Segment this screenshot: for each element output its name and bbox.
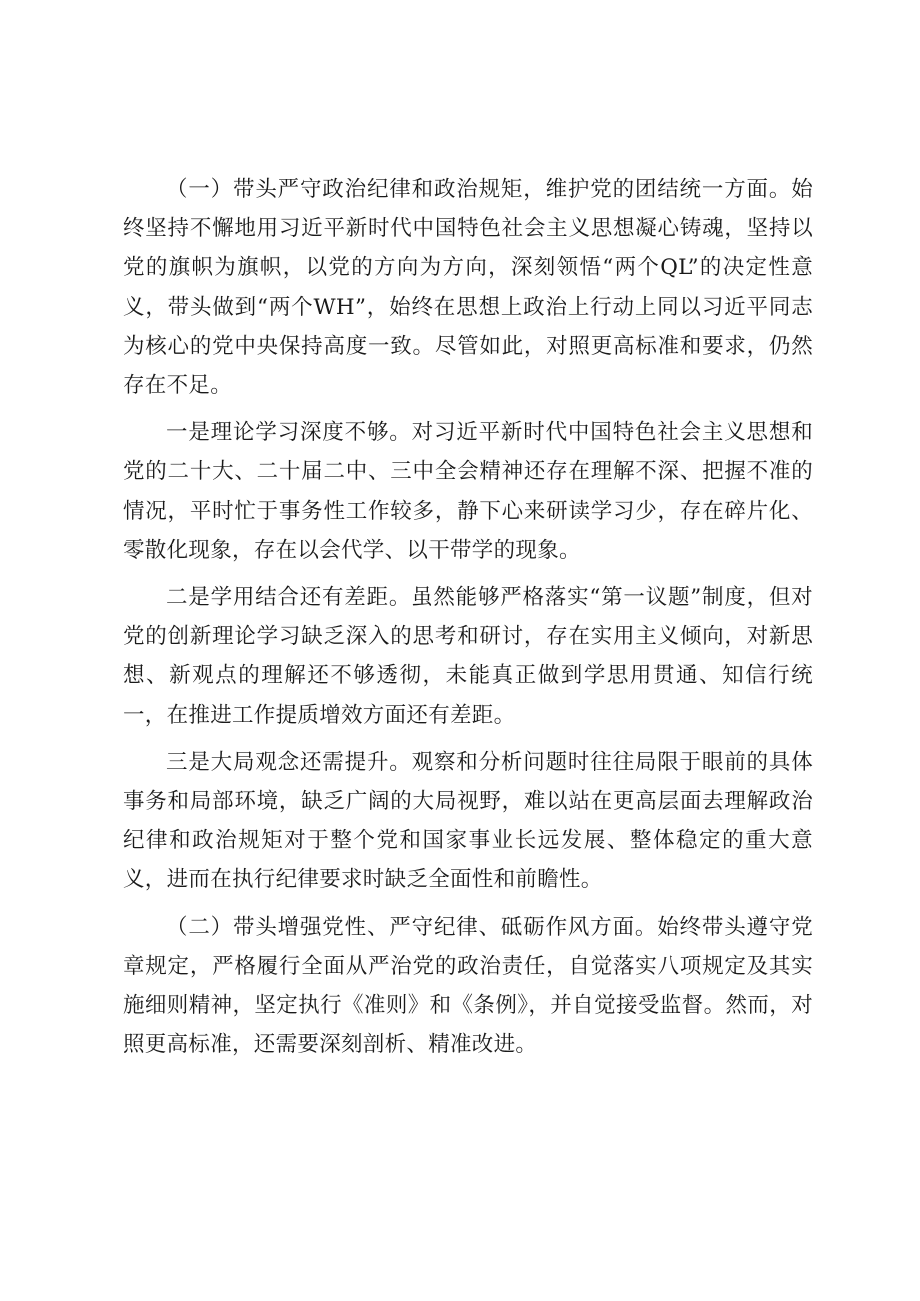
paragraph-point-two: 二是学用结合还有差距。虽然能够严格落实“第一议题”制度，但对党的创新理论学习缺乏深入的思考和研讨，存在实用主义倾向，对新思想、新观点的理解还不够透彻，未能真正做到学思用贯通、知信行统一，在推进工作提质增效方面还有差距。 [123,585,813,728]
document-body [123,170,813,1072]
paragraph-point-three: 三是大局观念还需提升。观察和分析问题时往往局限于眼前的具体事务和局部环境，缺乏广阔的大局视野，难以站在更高层面去理解政治纪律和政治规矩对于整个党和国家事业长远发展、整体稳定的重大意义，进而在执行纪律要求时缺乏全面性和前瞻性。 [123,749,813,893]
paragraph-section-one: （一）带头严守政治纪律和政治规矩，维护党的团结统一方面。始终坚持不懈地用习近平新时代中国特色社会主义思想凝心铸魂，坚持以党的旗帜为旗帜，以党的方向为方向，深刻领悟“两个QL”的决定性意义，带头做到“两个WH”，始终在思想上政治上行动上同以习近平同志为核心的党中央保持高度一致。尽管如此，对照更高标准和要求，仍然存在不足。 [123,177,813,399]
paragraph-point-one: 一是理论学习深度不够。对习近平新时代中国特色社会主义思想和党的二十大、二十届二中、三中全会精神还存在理解不深、把握不准的情况，平时忙于事务性工作较多，静下心来研读学习少，存在碎片化、零散化现象，存在以会代学、以干带学的现象。 [123,420,813,563]
paragraph-section-two: （二）带头增强党性、严守纪律、砥砺作风方面。始终带头遵守党章规定，严格履行全面从严治党的政治责任，自觉落实八项规定及其实施细则精神，坚定执行《准则》和《条例》，并自觉接受监督。然而，对照更高标准，还需要深刻剖析、精准改进。 [123,914,813,1058]
